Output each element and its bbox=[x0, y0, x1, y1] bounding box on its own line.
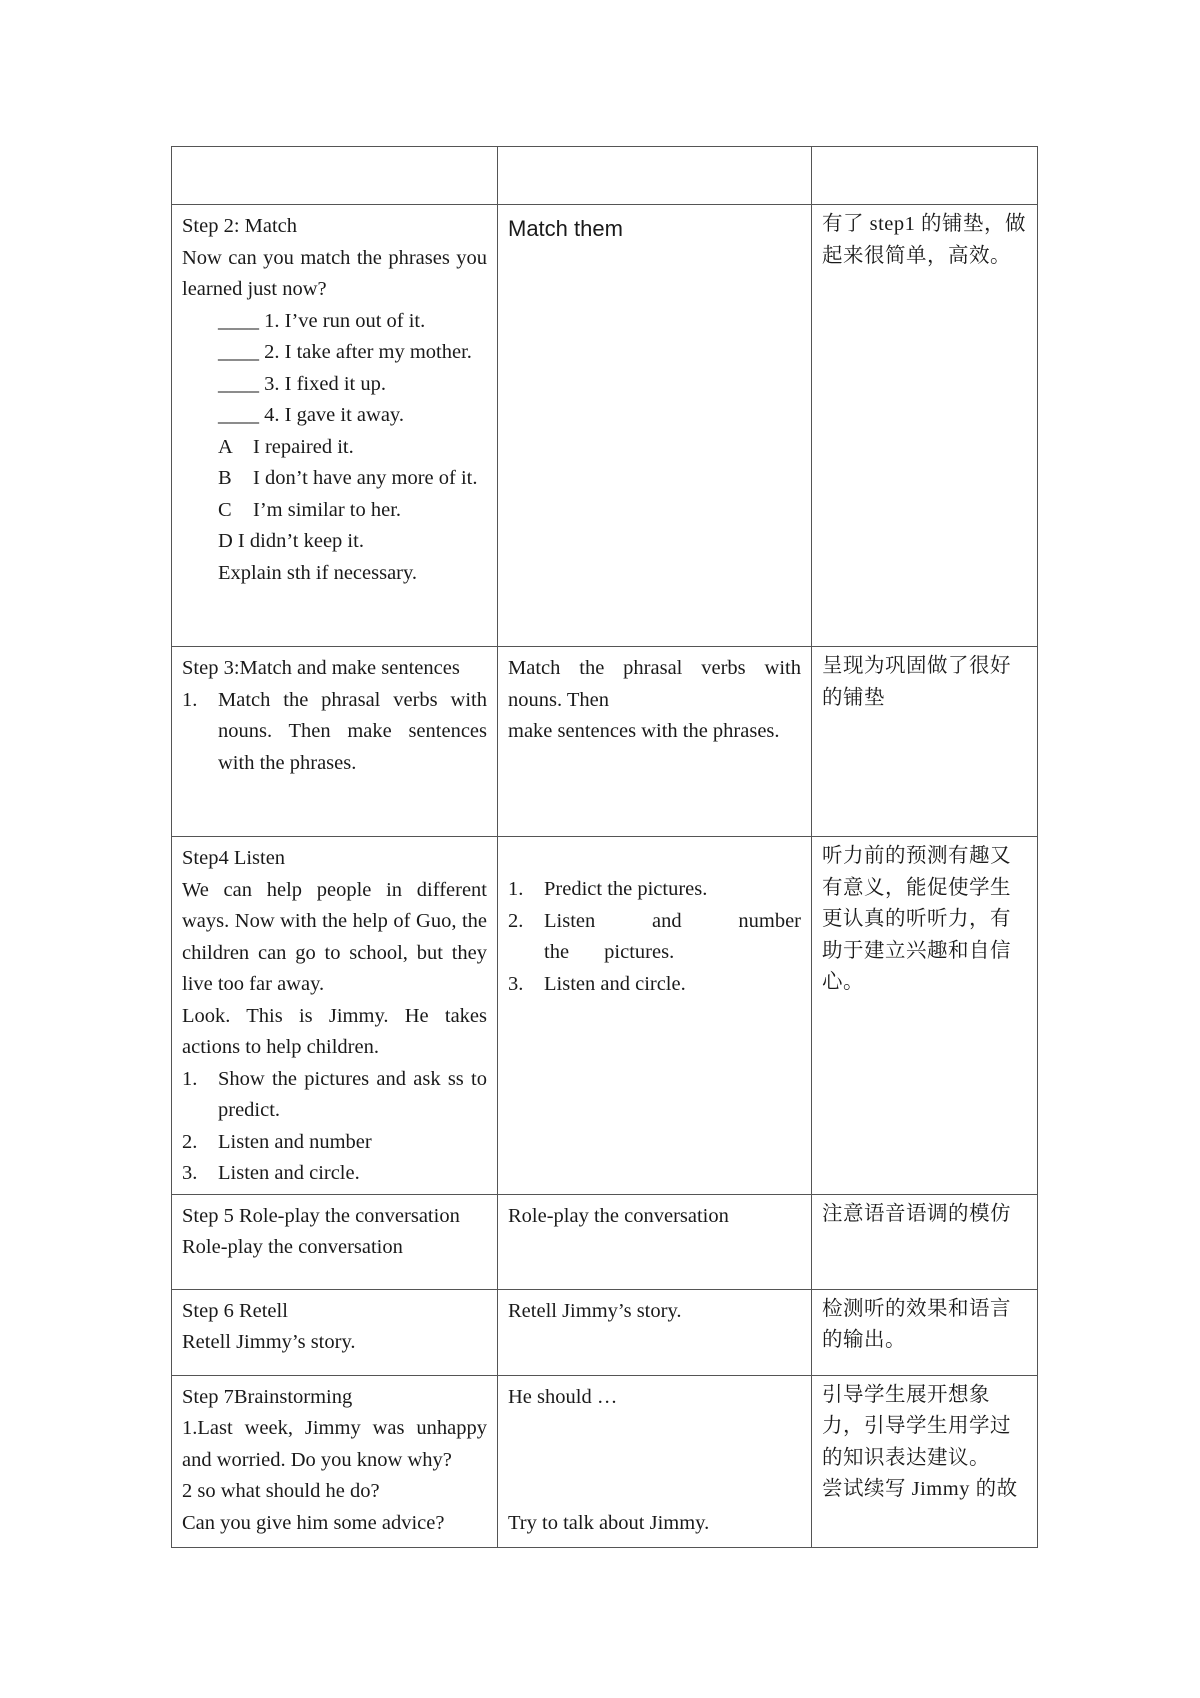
activity-text: Match the phrasal verbs with nouns. Then bbox=[508, 657, 801, 711]
list-number: 2. bbox=[508, 909, 524, 932]
list-item bbox=[182, 1158, 487, 1190]
empty-cell bbox=[172, 147, 498, 205]
activity-text: Role-play the conversation bbox=[508, 1204, 729, 1227]
list-text: Match the phrasal verbs with nouns. Then make sentences with the phrases. bbox=[218, 688, 487, 774]
list-number: 1. bbox=[508, 878, 524, 900]
empty-cell bbox=[498, 147, 812, 205]
list-text: Predict the pictures. bbox=[544, 878, 708, 900]
step4-purpose-cell bbox=[812, 837, 1038, 1195]
purpose-text: 听力前的预测有趣又有意义，能促使学生更认真的听听力，有助于建立兴趣和自信心。 bbox=[822, 845, 1011, 993]
step-title: Step 7Brainstorming bbox=[182, 1385, 353, 1408]
option-letter: C bbox=[218, 498, 232, 521]
activity-text: He should … bbox=[508, 1385, 618, 1408]
option-item bbox=[182, 463, 487, 495]
step5-purpose-cell bbox=[812, 1194, 1038, 1289]
step-intro: Now can you match the phrases you learned just now? bbox=[182, 246, 487, 300]
purpose-text: 呈现为巩固做了很好的铺垫 bbox=[822, 655, 1011, 709]
step6-purpose-cell bbox=[812, 1289, 1038, 1375]
list-item bbox=[508, 906, 801, 969]
activity-text: Try to talk about Jimmy. bbox=[508, 1512, 710, 1534]
table-row bbox=[172, 647, 1038, 837]
step3-procedure-cell bbox=[172, 647, 498, 837]
list-text: Listen and circle. bbox=[218, 1162, 360, 1184]
step2-activity-cell bbox=[498, 205, 812, 647]
list-text: Show the pictures and ask ss to predict. bbox=[218, 1067, 487, 1121]
list-item bbox=[182, 1064, 487, 1127]
step-title: Step 6 Retell bbox=[182, 1299, 288, 1322]
purpose-text: 引导学生展开想象力，引导学生用学过的知识表达建议。 bbox=[822, 1383, 1011, 1469]
blank-item: ____ 4. I gave it away. bbox=[218, 404, 404, 426]
step2-purpose-cell bbox=[812, 205, 1038, 647]
step5-activity-cell bbox=[498, 1194, 812, 1289]
explain-note: Explain sth if necessary. bbox=[218, 561, 418, 584]
activity-text: Retell Jimmy’s story. bbox=[508, 1299, 682, 1322]
table-row bbox=[172, 205, 1038, 647]
step3-activity-cell bbox=[498, 647, 812, 837]
list-number: 3. bbox=[508, 972, 524, 995]
list-item bbox=[508, 969, 801, 1001]
activity-text: make sentences with the phrases. bbox=[508, 720, 780, 742]
step6-activity-cell bbox=[498, 1289, 812, 1375]
step4-procedure-cell bbox=[172, 837, 498, 1195]
empty-cell bbox=[812, 147, 1038, 205]
blank-item: ____ 2. I take after my mother. bbox=[218, 341, 472, 363]
step7-activity-cell bbox=[498, 1375, 812, 1547]
step4-activity-cell bbox=[498, 837, 812, 1195]
step2-procedure-cell bbox=[172, 205, 498, 647]
step6-procedure-cell bbox=[172, 1289, 498, 1375]
paragraph: Look. This is Jimmy. He takes actions to help children. bbox=[182, 1004, 487, 1058]
list-number: 2. bbox=[182, 1130, 198, 1153]
list-item bbox=[182, 685, 487, 780]
blank-item: ____ 1. I’ve run out of it. bbox=[218, 309, 426, 332]
option-item: D I didn’t keep it. bbox=[218, 530, 364, 552]
purpose-text: 有了 step1 的铺垫，做起来很简单，高效。 bbox=[822, 213, 1027, 267]
list-text: Listen and number the pictures. bbox=[544, 909, 801, 963]
lesson-plan-table bbox=[171, 146, 1038, 1548]
step-title: Step 5 Role-play the conversation bbox=[182, 1204, 460, 1227]
option-text: I don’t have any more of it. bbox=[253, 467, 478, 489]
option-text: I’m similar to her. bbox=[253, 498, 402, 521]
purpose-text: 检测听的效果和语言的输出。 bbox=[822, 1297, 1011, 1351]
blank-item: ____ 3. I fixed it up. bbox=[218, 372, 386, 395]
step7-procedure-cell bbox=[172, 1375, 498, 1547]
paragraph: Can you give him some advice? bbox=[182, 1511, 445, 1534]
table-row bbox=[172, 1289, 1038, 1375]
paragraph: 1.Last week, Jimmy was unhappy and worried. Do you know why? bbox=[182, 1417, 487, 1471]
purpose-text: 尝试续写 Jimmy 的故 bbox=[822, 1478, 1018, 1500]
list-text: Listen and number bbox=[218, 1130, 372, 1153]
option-letter: B bbox=[218, 467, 232, 489]
activity-text: Match them bbox=[508, 216, 623, 241]
list-item bbox=[508, 874, 801, 906]
table-row bbox=[172, 1194, 1038, 1289]
paragraph: Role-play the conversation bbox=[182, 1236, 403, 1258]
table-row bbox=[172, 1375, 1038, 1547]
list-text: Listen and circle. bbox=[544, 972, 686, 995]
option-item bbox=[182, 495, 487, 527]
step-title: Step 3:Match and make sentences bbox=[182, 657, 460, 679]
paragraph: Retell Jimmy’s story. bbox=[182, 1331, 356, 1353]
table-row bbox=[172, 837, 1038, 1195]
purpose-text: 注意语音语调的模仿 bbox=[822, 1202, 1011, 1225]
step3-purpose-cell bbox=[812, 647, 1038, 837]
option-text: I repaired it. bbox=[253, 435, 354, 458]
step-title: Step 2: Match bbox=[182, 215, 298, 237]
paragraph: We can help people in different ways. Now with the help of Guo, the children can go to school, but they live too far away. bbox=[182, 878, 487, 995]
list-number: 1. bbox=[182, 1067, 198, 1090]
step7-purpose-cell bbox=[812, 1375, 1038, 1547]
step-title: Step4 Listen bbox=[182, 847, 286, 869]
list-item bbox=[182, 1127, 487, 1159]
list-number: 1. bbox=[182, 688, 198, 711]
table-row bbox=[172, 147, 1038, 205]
list-number: 3. bbox=[182, 1162, 198, 1184]
option-letter: A bbox=[218, 435, 233, 458]
step5-procedure-cell bbox=[172, 1194, 498, 1289]
option-item bbox=[182, 432, 487, 464]
paragraph: 2 so what should he do? bbox=[182, 1480, 380, 1502]
